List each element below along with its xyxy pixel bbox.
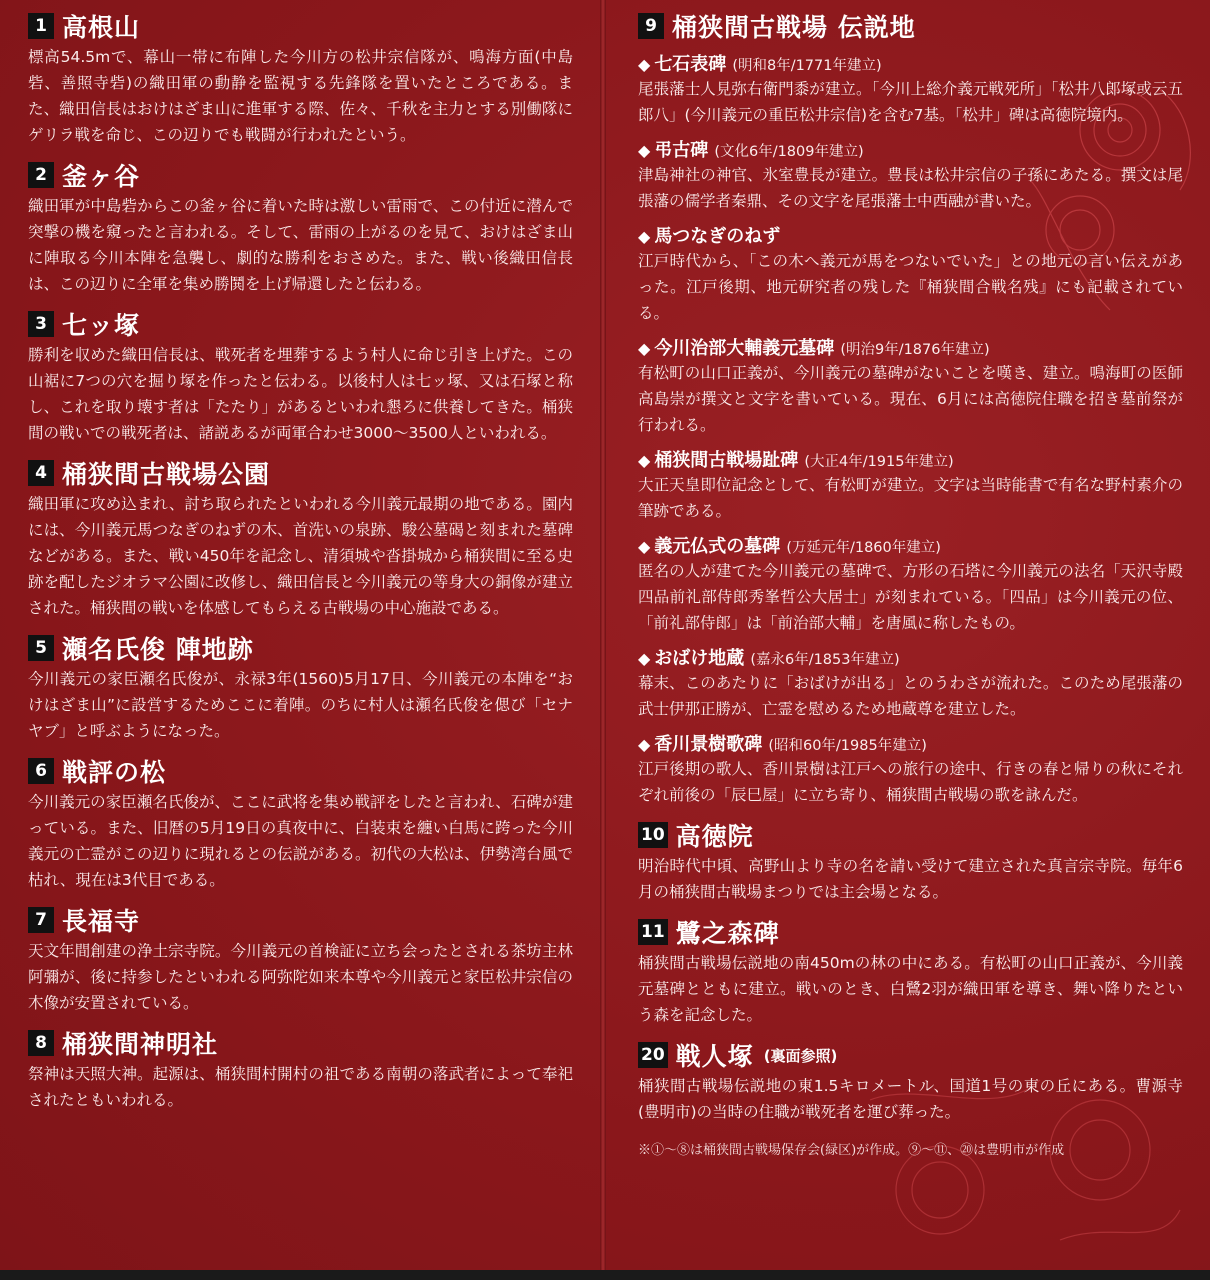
section-body: 今川義元の家臣瀬名氏俊が、ここに武将を集め戦評をしたと言われ、石碑が建っている。また、旧暦の5月19日の真夜中に、白装束を纏い白馬に跨った今川義元の亡霊がこの辺りに現れるとの伝説がある。初代の大松は、伊勢湾台風で枯れ、現在は3代目である。: [28, 793, 573, 889]
monument-date: (嘉永6年/1853年建立): [750, 652, 900, 668]
left-column: [28, 8, 573, 1122]
section-header: [28, 1025, 573, 1061]
right-column: [638, 8, 1183, 1158]
diamond-bullet-icon: ◆: [638, 339, 651, 358]
monument-body: 有松町の山口正義が、今川義元の墓碑がないことを嘆き、建立。鳴海町の医師高島崇が撰文と文字を書いている。現在、6月には高徳院住職を招き墓前祭が行われる。: [638, 364, 1183, 434]
monument-title: 七石表碑: [654, 54, 727, 75]
monument-date: (明和8年/1771年建立): [732, 58, 882, 74]
section-header: [28, 630, 573, 666]
monument-item: [638, 532, 1183, 636]
section-number-badge: 7: [28, 907, 54, 933]
monument-body: 津島神社の神官、氷室豊長が建立。豊長は松井宗信の子孫にあたる。撰文は尾張藩の儒学者秦鼎、その文字を尾張藩士中西融が書いた。: [638, 166, 1183, 210]
monument-item: [638, 50, 1183, 128]
monument-item: [638, 730, 1183, 808]
section-title: 七ッ塚: [62, 311, 141, 340]
monument-item: [638, 222, 1183, 326]
section-body: 勝利を収めた織田信長は、戦死者を埋葬するよう村人に命じ引き上げた。この山裾に7つの穴を掘り塚を作ったと伝わる。以後村人は七ッ塚、又は石塚と称し、これを取り壊す者は「たたり」があるといわれ懇ろに供養してきた。桶狭間の戦いでの戦死者は、諸説あるが両軍合わせ3000〜3500人といわれる。: [28, 346, 573, 442]
section-title: 戦人塚: [675, 1042, 754, 1071]
section-3: [28, 306, 573, 446]
monument-date: (万延元年/1860年建立): [786, 540, 941, 556]
section-11: [638, 914, 1183, 1028]
section-8: [28, 1025, 573, 1113]
section-header: [638, 8, 1183, 44]
section-header: [638, 914, 1183, 950]
page-fold: [600, 0, 606, 1280]
monument-item: [638, 644, 1183, 722]
monument-title: 馬つなぎのねず: [654, 226, 781, 247]
diamond-bullet-icon: ◆: [638, 55, 651, 74]
section-number-badge: 8: [28, 1030, 54, 1056]
section-number-badge: 20: [638, 1042, 668, 1068]
section-number-badge: 11: [638, 919, 668, 945]
section-20: [638, 1037, 1183, 1125]
section-header: [638, 1037, 1183, 1073]
monument-date: (大正4年/1915年建立): [804, 454, 954, 470]
section-title: 桶狭間古戦場公園: [62, 460, 271, 489]
right-sections: [638, 817, 1183, 1125]
section-header: [638, 817, 1183, 853]
section-header: [28, 157, 573, 193]
section-body: 天文年間創建の浄土宗寺院。今川義元の首検証に立ち会ったとされる茶坊主林阿彌が、後に持参したといわれる阿弥陀如来本尊や今川義元と家臣松井宗信の木像が安置されている。: [28, 942, 573, 1012]
section-title: 戦評の松: [62, 758, 167, 787]
bottom-edge: [0, 1270, 1210, 1280]
monument-item: [638, 136, 1183, 214]
monument-body: 江戸後期の歌人、香川景樹は江戸への旅行の途中、行きの春と帰りの秋にそれぞれ前後の「辰巳屋」に立ち寄り、桶狭間古戦場の歌を詠んだ。: [638, 760, 1183, 804]
monument-body: 匿名の人が建てた今川義元の墓碑で、方形の石塔に今川義元の法名「天沢寺殿四品前礼部侍郎秀峯哲公大居士」が刻まれている。「四品」は今川義元の位、「前礼部侍郎」は「前治部大輔」を唐風に称したもの。: [638, 562, 1183, 632]
section-5: [28, 630, 573, 744]
monument-title: 弔古碑: [654, 140, 709, 161]
monument-title: おばけ地蔵: [654, 648, 745, 669]
monument-title: 今川治部大輔義元墓碑: [654, 338, 835, 359]
diamond-bullet-icon: ◆: [638, 227, 651, 246]
section-header: [28, 753, 573, 789]
section-header: [28, 8, 573, 44]
monument-item: [638, 446, 1183, 524]
monument-item: [638, 334, 1183, 438]
monument-title: 香川景樹歌碑: [654, 734, 763, 755]
section-4: [28, 455, 573, 621]
section-number-badge: 6: [28, 758, 54, 784]
section-7: [28, 902, 573, 1016]
section-number-badge: 3: [28, 311, 54, 337]
section-6: [28, 753, 573, 893]
section-header: [28, 455, 573, 491]
section-number-badge: 10: [638, 822, 668, 848]
section-title: 桶狭間古戦場 伝説地: [672, 13, 916, 42]
section-1: [28, 8, 573, 148]
monument-header: [638, 446, 1183, 472]
section-number-badge: 1: [28, 13, 54, 39]
diamond-bullet-icon: ◆: [638, 141, 651, 160]
section-body: 桶狭間古戦場伝説地の東1.5キロメートル、国道1号の東の丘にある。曹源寺(豊明市)の当時の住職が戦死者を運び葬った。: [638, 1077, 1183, 1121]
monument-header: [638, 644, 1183, 670]
monument-body: 幕末、このあたりに「おばけが出る」とのうわさが流れた。このため尾張藩の武士伊那正勝が、亡霊を慰めるため地蔵尊を建立した。: [638, 674, 1183, 718]
section-number-badge: 5: [28, 635, 54, 661]
section-title: 桶狭間神明社: [62, 1030, 219, 1059]
section-9: [638, 8, 1183, 808]
monument-list: [638, 50, 1183, 808]
diamond-bullet-icon: ◆: [638, 537, 651, 556]
section-number-badge: 4: [28, 460, 54, 486]
section-title: 釜ヶ谷: [62, 162, 141, 191]
section-10: [638, 817, 1183, 905]
monument-header: [638, 136, 1183, 162]
section-number-badge: 2: [28, 162, 54, 188]
monument-header: [638, 50, 1183, 76]
monument-body: 大正天皇即位記念として、有松町が建立。文字は当時能書で有名な野村素介の筆跡である。: [638, 476, 1183, 520]
monument-title: 桶狭間古戦場趾碑: [654, 450, 799, 471]
section-body: 明治時代中頃、高野山より寺の名を請い受けて建立された真言宗寺院。毎年6月の桶狭間古戦場まつりでは主会場となる。: [638, 857, 1183, 901]
section-header: [28, 306, 573, 342]
section-subtitle: (裏面参照): [763, 1046, 838, 1065]
section-title: 長福寺: [62, 907, 141, 936]
section-body: 織田軍に攻め込まれ、討ち取られたといわれる今川義元最期の地である。園内には、今川義元馬つなぎのねずの木、首洗いの泉跡、駿公墓碣と刻まれた墓碑などがある。また、戦い450年を記念し、清須城や沓掛城から桶狭間に至る史跡を配したジオラマ公園に改修し、織田信長と今川義元の等身大の銅像が建立された。桶狭間の戦いを体感してもらえる古戦場の中心施設である。: [28, 495, 573, 617]
section-title: 鷺之森碑: [675, 919, 780, 948]
monument-title: 義元仏式の墓碑: [654, 536, 781, 557]
section-title: 高根山: [62, 13, 141, 42]
section-body: 標高54.5mで、幕山一帯に布陣した今川方の松井宗信隊が、鳴海方面(中島砦、善照寺砦)の織田軍の動静を監視する先鋒隊を置いたところである。また、織田信長はおけはざま山に進軍する際、佐々、千秋を主力とする別働隊にゲリラ戦を命じ、この辺りでも戦闘が行われたという。: [28, 48, 573, 144]
section-body: 織田軍が中島砦からこの釜ヶ谷に着いた時は激しい雷雨で、この付近に潜んで突撃の機を窺ったと言われる。そして、雷雨の上がるのを見て、おけはざま山に陣取る今川本陣を急襲し、劇的な勝利をおさめた。また、戦い後織田信長は、この辺りに全軍を集め勝鬨を上げ帰還したと伝わる。: [28, 197, 573, 293]
monument-header: [638, 532, 1183, 558]
monument-date: (昭和60年/1985年建立): [768, 738, 927, 754]
section-body: 今川義元の家臣瀬名氏俊が、永禄3年(1560)5月17日、今川義元の本陣を“おけはざま山”に設営するためここに着陣。のちに村人は瀬名氏俊を偲び「セナヤブ」と呼ぶようになった。: [28, 670, 573, 740]
monument-date: (明治9年/1876年建立): [840, 342, 990, 358]
section-number-badge: 9: [638, 13, 664, 39]
footnote: ※①〜⑧は桶狭間古戦場保存会(緑区)が作成。⑨〜⑪、⑳は豊明市が作成: [638, 1143, 1065, 1158]
diamond-bullet-icon: ◆: [638, 649, 651, 668]
section-title: 瀬名氏俊 陣地跡: [62, 635, 254, 664]
monument-body: 尾張藩士人見弥右衛門黍が建立。「今川上総介義元戦死所」「松井八郎塚或云五郎八」(今川義元の重臣松井宗信)を含む7基。「松井」碑は高徳院境内。: [638, 80, 1183, 124]
diamond-bullet-icon: ◆: [638, 735, 651, 754]
monument-header: [638, 334, 1183, 360]
monument-header: [638, 222, 1183, 248]
section-body: 桶狭間古戦場伝説地の南450mの林の中にある。有松町の山口正義が、今川義元墓碑とともに建立。戦いのとき、白鷺2羽が織田軍を導き、舞い降りたという森を記念した。: [638, 954, 1183, 1024]
monument-date: (文化6年/1809年建立): [714, 144, 864, 160]
diamond-bullet-icon: ◆: [638, 451, 651, 470]
monument-header: [638, 730, 1183, 756]
section-header: [28, 902, 573, 938]
monument-body: 江戸時代から、「この木へ義元が馬をつないでいた」との地元の言い伝えがあった。江戸後期、地元研究者の残した『桶狭間合戦名残』にも記載されている。: [638, 252, 1183, 322]
section-title: 高徳院: [675, 822, 754, 851]
section-body: 祭神は天照大神。起源は、桶狭間村開村の祖である南朝の落武者によって奉祀されたともいわれる。: [28, 1065, 573, 1109]
section-2: [28, 157, 573, 297]
